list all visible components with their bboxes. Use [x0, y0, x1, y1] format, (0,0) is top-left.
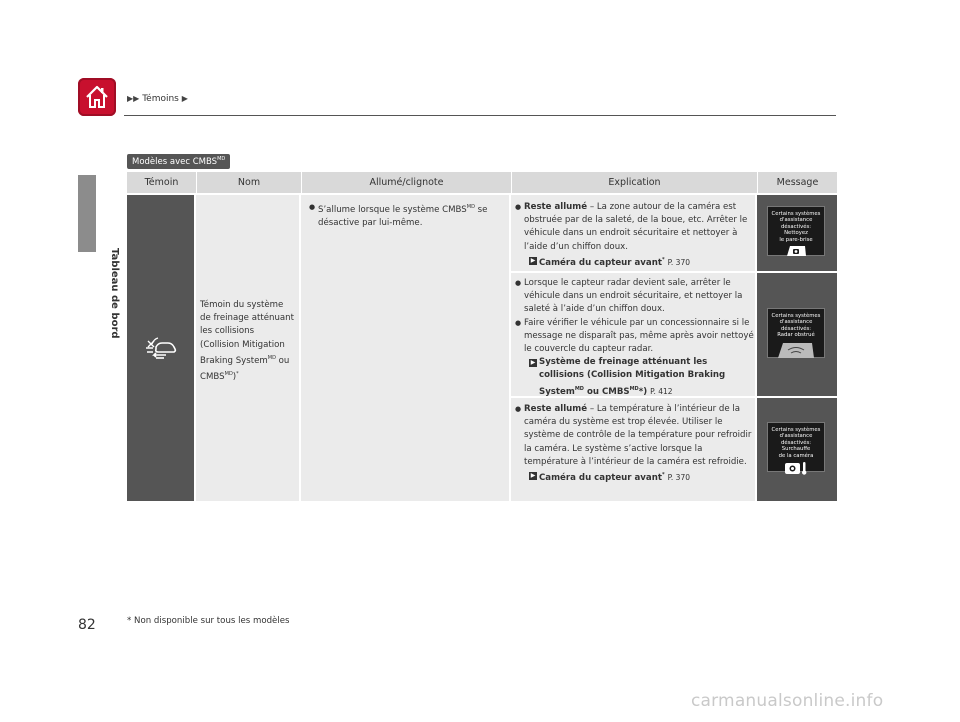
explanation-cell-3 — [511, 398, 755, 501]
lit-text — [309, 201, 505, 230]
message-screen-3 — [767, 422, 825, 472]
section-tab[interactable] — [78, 175, 96, 252]
reference-title: Système de freinage atténuant les collisions (Collision Mitigation Braking System — [539, 357, 726, 397]
name-sup: MD — [224, 370, 233, 377]
reference-page: P. 412 — [650, 386, 673, 396]
lit-sup: MD — [466, 204, 475, 210]
reference-title: *) — [638, 386, 648, 397]
models-tag-label: Modèles avec CMBS — [132, 156, 218, 167]
msg-line: Nettoyez — [784, 230, 808, 237]
status-bold: Reste allumé — [524, 404, 588, 414]
cmbs-off-icon — [144, 335, 178, 363]
message-cell-3 — [757, 398, 837, 501]
list-item: ● Faire vérifier le véhicule par un concessionnaire si le message ne disparaît pas, même après avoir nettoyé le couvercle du capteur radar. — [515, 317, 755, 357]
msg-line: le pare-brise — [779, 236, 813, 243]
lit-cell — [301, 195, 509, 501]
explanation-3 — [515, 403, 755, 485]
status-bold: Reste allumé — [524, 202, 588, 212]
col-header-nom: Nom — [196, 172, 301, 193]
reference-sup: MD — [574, 385, 584, 392]
section-label: Tableau de bord — [109, 248, 120, 339]
cross-reference-link[interactable] — [515, 469, 755, 485]
msg-line: Certains systèmes — [771, 313, 821, 319]
reference-arrow-icon: ▶ — [530, 256, 536, 264]
message-screen-1 — [767, 206, 825, 256]
reference-star: * — [661, 256, 665, 263]
radar-obstructed-icon — [776, 341, 816, 359]
col-header-message: Message — [757, 172, 837, 193]
col-header-allume: Allumé/clignote — [301, 172, 511, 193]
reference-star: * — [661, 472, 665, 479]
breadcrumb-arrow-icon: ▶ — [181, 94, 188, 103]
name-star: * — [236, 370, 239, 377]
msg-line: de la caméra — [778, 452, 814, 459]
explanation-2 — [515, 277, 755, 399]
indicator-cell — [127, 195, 194, 501]
reference-title: Caméra du capteur avant — [539, 472, 662, 483]
explanation-cell-2 — [511, 273, 755, 396]
reference-page: P. 370 — [667, 472, 691, 482]
name-sup: MD — [267, 354, 276, 361]
list-item — [515, 201, 753, 254]
camera-overheat-icon — [782, 461, 810, 475]
explanation-cell-1 — [511, 195, 755, 271]
models-tag-sup: MD — [217, 156, 226, 162]
col-header-temoin: Témoin — [144, 177, 179, 188]
msg-line: d'assistance désactivés: — [779, 433, 813, 446]
name-text: ) — [232, 371, 237, 382]
explanation-text: – La température à l’intérieur de la caméra du système est trop élevée. Utiliser le système de contrôle de la température pour refroidir la caméra. Le système s’active lorsque la température à l’intérieur de la caméra est refroidie. — [524, 404, 752, 467]
windshield-camera-icon — [785, 245, 807, 257]
reference-arrow-icon: ▶ — [530, 472, 536, 480]
msg-line: d'assistance désactivés: — [779, 319, 813, 332]
cross-reference-link[interactable] — [515, 356, 755, 398]
msg-line: Radar obstrué — [777, 332, 815, 339]
list-item — [515, 403, 755, 469]
message-cell-1 — [757, 195, 837, 271]
reference-title: ou CMBS — [583, 386, 630, 397]
name-text: Témoin du système de freinage atténuant les collisions (Collision Mitigation Braking System — [200, 300, 294, 366]
table-header — [127, 172, 837, 193]
page-number: 82 — [78, 617, 96, 633]
watermark: carmanualsonline.info — [691, 691, 884, 711]
footnote: * Non disponible sur tous les modèles — [127, 616, 290, 626]
col-header-explication: Explication — [511, 172, 757, 193]
message-screen-2 — [767, 308, 825, 358]
lit-text-part: S’allume lorsque le système CMBS — [318, 204, 467, 215]
cross-reference-link[interactable] — [515, 254, 753, 270]
lit-text-part: se désactive par lui-même. — [318, 204, 488, 229]
msg-line: Certains systèmes — [771, 211, 821, 217]
name-text: ou CMBS — [200, 355, 290, 382]
msg-line: Surchauffe — [781, 446, 811, 453]
explanation-text: – La zone autour de la caméra est obstruée par de la saleté, de la boue, etc. Arrêter le véhicule dans un endroit sécuritaire et nettoyer à l’aide d’un chiffon doux. — [524, 202, 748, 252]
reference-title: Caméra du capteur avant — [539, 257, 662, 268]
models-tag — [127, 154, 230, 169]
name-cell — [196, 195, 299, 501]
msg-line: Certains systèmes — [771, 427, 821, 433]
reference-arrow-icon: ▶ — [530, 359, 536, 367]
home-button[interactable] — [78, 78, 116, 116]
indicator-name — [200, 299, 296, 384]
breadcrumb-arrow-icon: ▶▶ — [127, 94, 140, 103]
breadcrumb[interactable] — [127, 94, 188, 104]
home-icon — [84, 84, 110, 110]
header-divider — [124, 115, 836, 116]
section-label-wrap — [108, 248, 122, 338]
breadcrumb-label: Témoins — [142, 94, 179, 104]
message-cell-2 — [757, 273, 837, 396]
reference-sup: MD — [629, 385, 639, 392]
reference-page: P. 370 — [667, 257, 691, 267]
list-item: ● Lorsque le capteur radar devient sale, arrêter le véhicule dans un endroit sécuritaire, et nettoyer la saleté à l’aide d’un chiffon doux. — [515, 277, 755, 317]
msg-line: d'assistance désactivés: — [779, 217, 813, 230]
explanation-1 — [515, 201, 753, 270]
